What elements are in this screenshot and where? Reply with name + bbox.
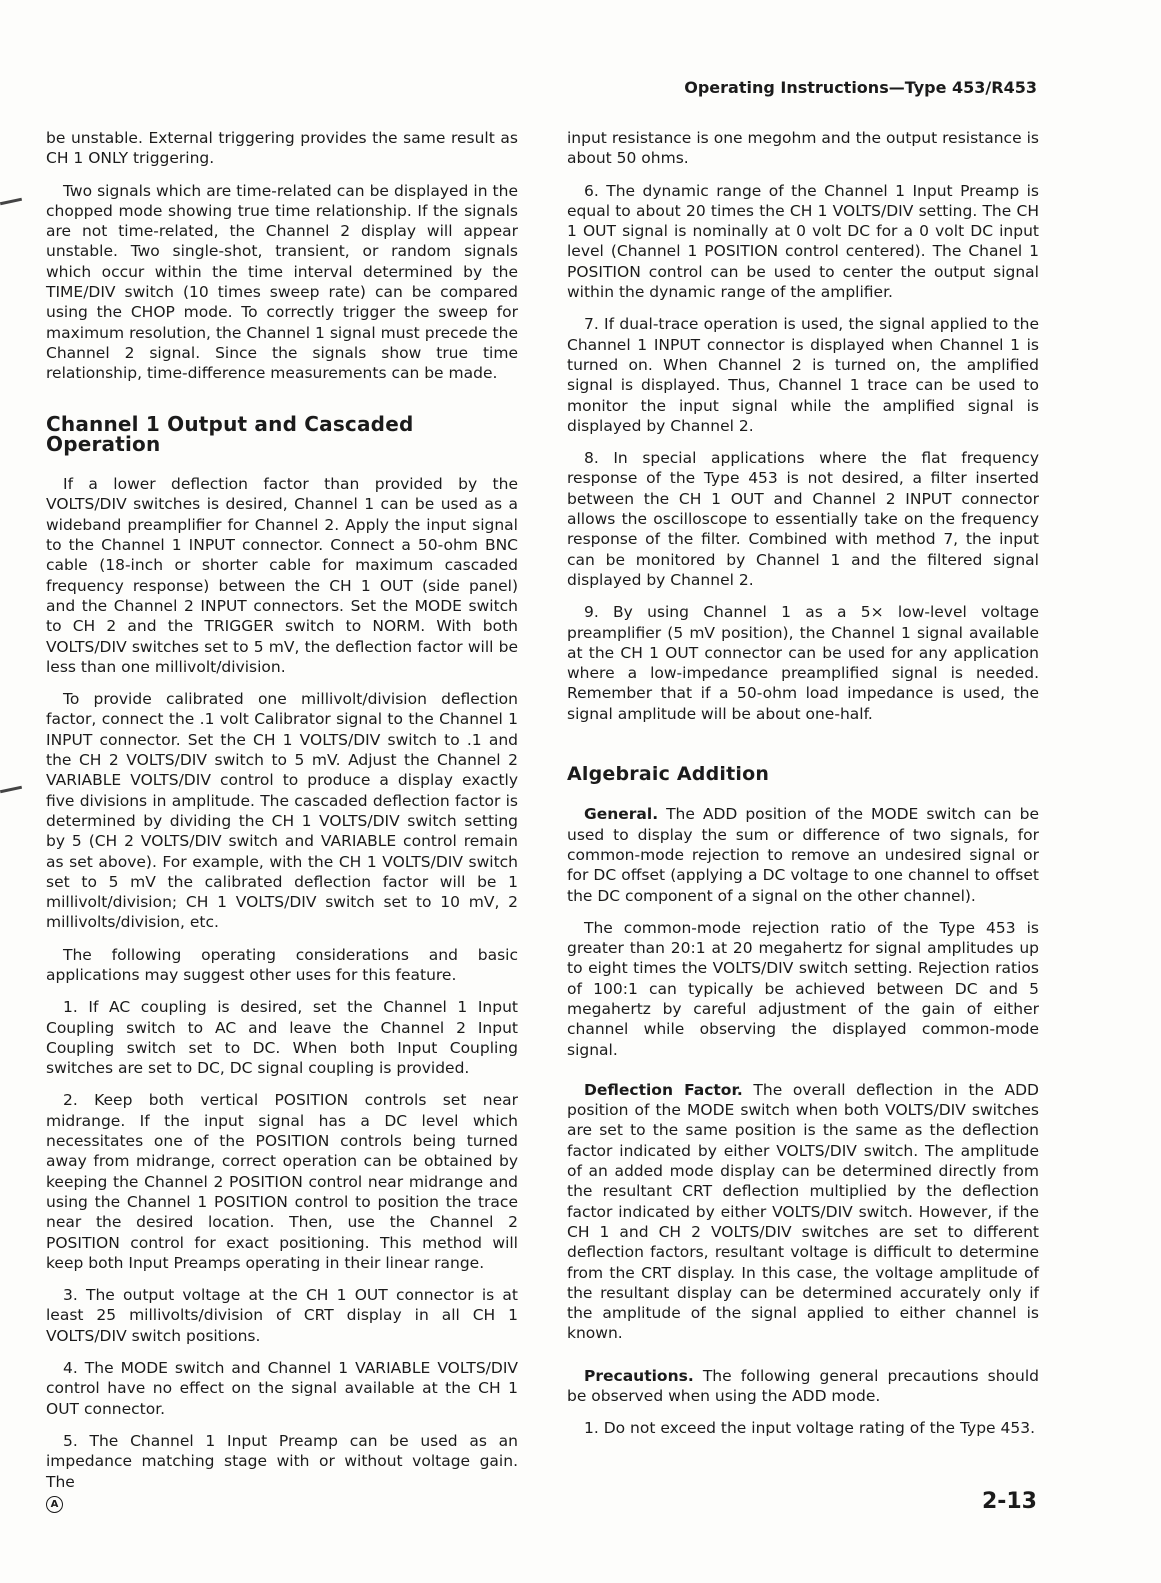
list-item: 8. In special applications where the flat frequency response of the Type 453 is not desired, a filter inserted between the CH 1 OUT and Channel 2 INPUT connector allows the oscilloscope to essentially take on the frequency response of the filter. Combined with method 7, the input can be monitored by Channel 1 and the filtered signal displayed by Channel 2.: [567, 449, 1039, 589]
list-item: 7. If dual-trace operation is used, the signal applied to the Channel 1 INPUT connector is displayed when Channel 1 is turned on. When Channel 2 is turned on, the amplified signal is displayed. Thus, Channel 1 trace can be used to monitor the input signal while the amplified signal is displayed by Channel 2.: [567, 315, 1039, 435]
list-item: 5. The Channel 1 Input Preamp can be used as an impedance matching stage with or without voltage gain. The: [46, 1431, 518, 1491]
section-heading-channel-1-output: Channel 1 Output and Cascaded Operation: [46, 411, 414, 456]
scan-artifact-1: [0, 198, 22, 206]
paragraph-text: The following general precautions should be observed when using the ADD mode.: [567, 1366, 1040, 1406]
paragraph-text: The overall deflection in the ADD position of the MODE switch when both VOLTS/DIV switches are set to the same position is the same as the deflection factor indicated by either VOLTS/DIV switch. The amplitude of an added mode display can be determined directly from the resultant CRT deflection multiplied by the deflection factor indicated by either VOLTS/DIV switch. However, if the CH 1 and CH 2 VOLTS/DIV switches are set to different deflection factors, resultant voltage is difficult to determine from the CRT display. In this case, the voltage amplitude of the resultant display can be determined accurately only if the amplitude of the signal applied to either channel is known.: [567, 1080, 1039, 1343]
paragraph: If a lower deflection factor than provided by the VOLTS/DIV switches is desired, Channel 1 can be used as a wideband preamplifier for Channel 2. Apply the input signal to the Channel 1 INPUT connector. Connect a 50-ohm BNC cable (18-inch or shorter cable for maximum cascaded frequency response) between the CH 1 OUT (side panel) and the Channel 2 INPUT connectors. Set the MODE switch to CH 2 and the TRIGGER switch to NORM. With both VOLTS/DIV switches set to 5 mV, the deflection factor will be less than one millivolt/division.: [46, 475, 518, 676]
paragraph: input resistance is one megohm and the output resistance is about 50 ohms.: [567, 129, 1039, 168]
list-item: 9. By using Channel 1 as a 5× low-level voltage preamplifier (5 mV position), the Channel 1 signal available at the CH 1 OUT connector can be used for any application where a low-impedance preamplified signal is needed. Remember that if a 50-ohm load impedance is used, the signal amplitude will be about one-half.: [567, 603, 1039, 723]
list-item: 6. The dynamic range of the Channel 1 Input Preamp is equal to about 20 times the CH 1 VOLTS/DIV setting. The CH 1 OUT signal is nominally at 0 volt DC for a 0 volt DC input level (Channel 1 POSITION control centered). The Chanel 1 POSITION control can be used to center the output signal within the dynamic range of the amplifier.: [567, 181, 1039, 302]
paragraph: Two signals which are time-related can be displayed in the chopped mode showing true time relationship. If the signals are not time-related, the Channel 2 display will appear unstable. Two single-shot, transient, or random signals which occur within the time interval determined by the TIME/DIV switch (10 times sweep rate) can be compared using the CHOP mode. To correctly trigger the sweep for maximum resolution, the Channel 1 signal must precede the Channel 2 signal. Since the signals show true time relationship, time-difference measurements can be made.: [46, 181, 518, 383]
section-heading-algebraic-addition: Algebraic Addition: [567, 763, 770, 786]
list-item: 2. Keep both vertical POSITION controls set near midrange. If the input signal has a DC level which necessitates one of the POSITION controls being turned away from midrange, correct operation can be obtained by keeping the Channel 2 POSITION control near midrange and using the Channel 1 POSITION control to position the trace near the desired location. Then, use the Channel 2 POSITION control for exact positioning. This method will keep both Input Preamps operating in their linear range.: [46, 1091, 518, 1272]
circled-a-mark: A: [46, 1496, 63, 1513]
paragraph-precautions: [567, 1366, 1039, 1407]
page-number: 2-13: [981, 1489, 1037, 1514]
run-in-heading: General.: [584, 805, 659, 824]
run-in-heading: Precautions.: [584, 1366, 694, 1385]
scan-artifact-2: [0, 786, 22, 794]
right-column: [567, 128, 1039, 1451]
run-in-heading: Deflection Factor.: [584, 1080, 743, 1099]
paragraph-deflection-factor: [567, 1080, 1039, 1344]
list-item: 1. Do not exceed the input voltage rating of the Type 453.: [584, 1419, 1036, 1438]
list-item: 3. The output voltage at the CH 1 OUT connector is at least 25 millivolts/division of CRT display in all CH 1 VOLTS/DIV switch positions.: [46, 1286, 518, 1345]
page-header: Operating Instructions—Type 453/R453: [684, 78, 1037, 97]
paragraph: To provide calibrated one millivolt/division deflection factor, connect the .1 volt Calibrator signal to the Channel 1 INPUT connector. Set the CH 1 VOLTS/DIV switch to .1 and the CH 2 VOLTS/DIV switch to 5 mV. Adjust the Channel 2 VARIABLE VOLTS/DIV control to produce a display exactly five divisions in amplitude. The cascaded deflection factor is determined by dividing the CH 1 VOLTS/DIV switch setting by 5 (CH 2 VOLTS/DIV switch and VARIABLE control remain as set above). For example, with the CH 1 VOLTS/DIV switch set to 5 mV the calibrated deflection factor will be 1 millivolt/division; CH 1 VOLTS/DIV switch set to 10 mV, 2 millivolts/division, etc.: [46, 690, 518, 932]
list-item: 1. If AC coupling is desired, set the Channel 1 Input Coupling switch to AC and leave the Channel 2 Input Coupling switch set to DC. When both Input Coupling switches are set to DC, DC signal coupling is provided.: [46, 998, 518, 1078]
paragraph: The following operating considerations and basic applications may suggest other uses for this feature.: [46, 945, 518, 984]
paragraph-text: The ADD position of the MODE switch can be used to display the sum or difference of two signals, for common-mode rejection to remove an undesired signal or for DC offset (applying a DC voltage to one channel to offset the DC component of a signal on the other channel).: [567, 805, 1039, 905]
left-column: [46, 128, 518, 1504]
paragraph: The common-mode rejection ratio of the Type 453 is greater than 20:1 at 20 megahertz for signal amplitudes up to eight times the VOLTS/DIV switch setting. Rejection ratios of 100:1 can typically be achieved between DC and 5 megahertz by careful adjustment of the gain of either channel while observing the displayed common-mode signal.: [567, 918, 1039, 1059]
paragraph: be unstable. External triggering provides the same result as CH 1 ONLY triggering.: [46, 129, 518, 168]
paragraph-general: [567, 804, 1039, 905]
list-item: 4. The MODE switch and Channel 1 VARIABLE VOLTS/DIV control have no effect on the signal available at the CH 1 OUT connector.: [46, 1359, 518, 1418]
